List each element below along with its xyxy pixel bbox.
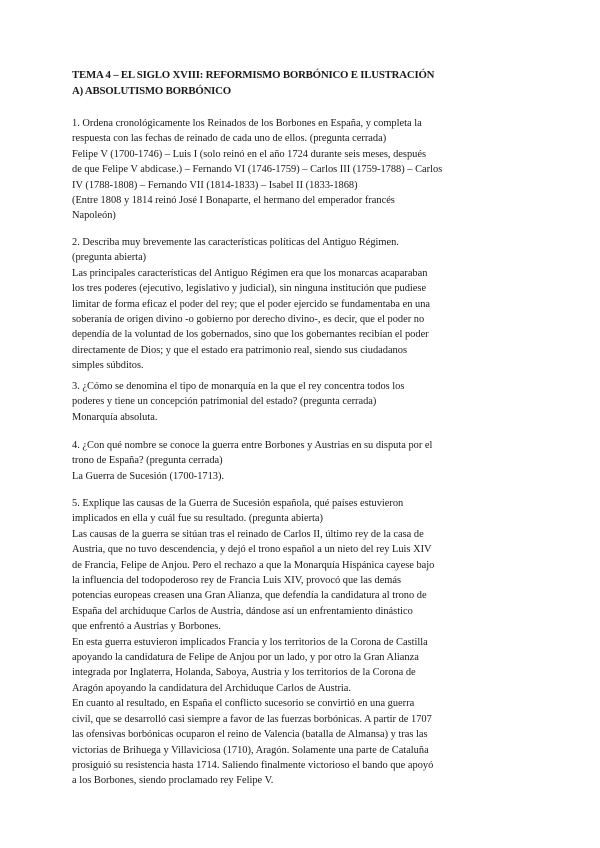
text-line: los tres poderes (ejecutivo, legislativo y judicial), sin ninguna institución que pudiese (72, 283, 427, 295)
document-title: TEMA 4 – EL SIGLO XVIII: REFORMISMO BORBÓNICO E ILUSTRACIÓN (72, 69, 435, 81)
text-line: victorias de Brihuega y Villaviciosa (1710), Aragón. Solamente una parte de Cataluña (72, 744, 429, 756)
section-heading: A) ABSOLUTISMO BORBÓNICO (72, 85, 231, 97)
text-line: (pregunta abierta) (72, 252, 147, 264)
text-line: que enfrentó a Austrias y Borbones. (72, 621, 221, 633)
text-line: La Guerra de Sucesión (1700-1713). (72, 470, 225, 482)
text-line: de Francia, Felipe de Anjou. Pero el rechazo a que la Monarquía Hispánica cayese bajo (72, 559, 435, 571)
text-line: 1. Ordena cronológicamente los Reinados de los Borbones en España, y completa la (72, 118, 422, 129)
text-line: prosiguió su resistencia hasta 1714. Saliendo finalmente victorioso el bando que apoyó (72, 759, 434, 771)
question-4 (72, 438, 542, 484)
text-line: simples súbditos. (72, 360, 144, 372)
text-line: Las principales características del Antiguo Régimen era que los monarcas acaparaban (72, 267, 428, 279)
text-line: En esta guerra estuvieron implicados Francia y los territorios de la Corona de Castilla (72, 636, 428, 648)
text-line: 3. ¿Cómo se denomina el tipo de monarquía en la que el rey concentra todos los (72, 381, 405, 392)
text-line: limitar de forma eficaz el poder del rey; que el poder ejercido se fundamentaba en una (72, 298, 431, 310)
text-line: poderes y tiene un concepción patrimonial del estado? (pregunta cerrada) (72, 396, 377, 408)
text-line: potencias europeas creasen una Gran Alianza, que defendía la candidatura al trono de (72, 590, 427, 602)
text-line: España del archiduque Carlos de Austria, dándose así un enfrentamiento dinástico (72, 605, 413, 617)
text-line: la influencia del todopoderoso rey de Francia Luis XIV, provocó que las demás (72, 575, 402, 587)
text-line: implicados en ella y cuál fue su resultado. (pregunta abierta) (72, 513, 324, 525)
text-line: 4. ¿Con qué nombre se conoce la guerra entre Borbones y Austrias en su disputa por el (72, 440, 433, 451)
question-2 (72, 235, 542, 374)
text-line: Felipe V (1700-1746) – Luis I (solo reinó en el año 1724 durante seis meses, después (72, 148, 426, 160)
question-1 (72, 116, 542, 224)
text-line: IV (1788-1808) – Fernando VII (1814-1833) – Isabel II (1833-1868) (72, 179, 358, 191)
text-line: respuesta con las fechas de reinado de cada uno de ellos. (pregunta cerrada) (72, 133, 387, 145)
text-line: integrada por Inglaterra, Holanda, Saboya, Austria y los territorios de la Corona de (72, 667, 416, 679)
text-line: (Entre 1808 y 1814 reinó José I Bonaparte, el hermano del emperador francés (72, 195, 395, 207)
text-line: Austria, que no tuvo descendencia, y dejó el trono español a un nieto del rey Luis XIV (72, 544, 432, 556)
text-line: soberanía de origen divino -o gobierno por derecho divino-, es decir, que el poder no (72, 314, 425, 326)
question-5 (72, 496, 542, 789)
text-line: apoyando la candidatura de Felipe de Anjou por un lado, y por otro la Gran Alianza (72, 652, 419, 664)
text-line: Monarquía absoluta. (72, 411, 158, 423)
text-line: trono de España? (pregunta cerrada) (72, 455, 223, 467)
text-line: civil, que se desarrolló casi siempre a favor de las fuerzas borbónicas. A partir de 1707 (72, 713, 432, 725)
text-line: las ofensivas borbónicas ocuparon el reino de Valencia (batalla de Almansa) y tras las (72, 729, 428, 741)
text-line: Las causas de la guerra se sitúan tras el reinado de Carlos II, último rey de la casa de (72, 528, 424, 540)
text-line: a los Borbones, siendo proclamado rey Felipe V. (72, 775, 274, 787)
text-line: En cuanto al resultado, en España el conflicto sucesorio se convirtió en una guerra (72, 698, 415, 710)
text-line: 5. Explique las causas de la Guerra de Sucesión española, qué países estuvieron (72, 498, 404, 509)
text-line: 2. Describa muy brevemente las características políticas del Antiguo Régimen. (72, 237, 399, 248)
text-line: de que Felipe V abdicase.) – Fernando VI (1746-1759) – Carlos III (1759-1788) – Carlos (72, 164, 443, 176)
text-line: Napoleón) (72, 210, 116, 222)
text-line: Aragón apoyando la candidatura del Archiduque Carlos de Austria. (72, 682, 352, 694)
question-3 (72, 379, 542, 425)
text-line: directamente de Dios; y que el estado era patrimonio real, siendo sus ciudadanos (72, 344, 407, 356)
text-line: dependía de la voluntad de los gobernados, sino que los gobernantes recibían el poder (72, 329, 429, 341)
